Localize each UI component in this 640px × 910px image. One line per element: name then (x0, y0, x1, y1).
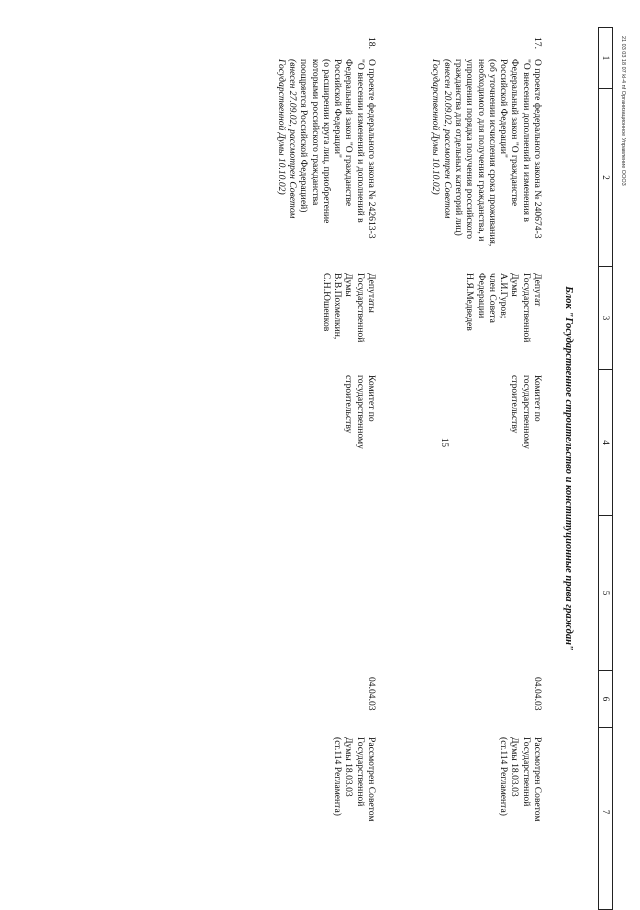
author-line: Государственной (354, 273, 366, 343)
author-line: член Совета (486, 273, 498, 323)
project-note-line: (внесен 20.09.02, рассмотрен Советом (441, 59, 453, 219)
committee (343, 375, 377, 449)
block-title: Блок "Государственное строительство и конституционные права граждан" (563, 286, 574, 651)
author-line: Думы (343, 273, 355, 297)
project-line: гражданства для отдельных категорий лиц) (452, 59, 464, 236)
author-line: Депутат (532, 273, 543, 307)
header-col-2: 2 (599, 89, 612, 267)
project-line: О проекте федерального закона № 240674-3 (532, 59, 543, 239)
project-line: "О внесении изменений и дополнений в (354, 59, 366, 223)
project-line: О проекте федерального закона № 242613-3 (366, 59, 377, 239)
project-line: упрощении порядка получения российского (464, 59, 476, 240)
column-number-header (598, 27, 613, 910)
project-line: (о расширении круга лиц, приобретение (320, 59, 332, 224)
project-note-line: (внесен 27.09.02, рассмотрен Советом (286, 59, 298, 219)
project-line: Российской Федерации" (332, 59, 344, 158)
committee-line: Комитет по (532, 375, 543, 422)
author-line: С.Н.Юшенков (320, 273, 332, 332)
project-line: Российской Федерации" (498, 59, 510, 158)
project-note-line: Государственной Думы 10.10.02) (275, 59, 287, 195)
committee-line: государственному (520, 375, 532, 449)
status-line: Государственной (520, 737, 532, 807)
author-line: Депутаты (366, 273, 377, 313)
committee-line: строительству (343, 375, 355, 434)
committee-line: Комитет по (366, 375, 377, 422)
status (498, 737, 543, 821)
author (464, 273, 543, 342)
status-line: Думы 18.03.03 (343, 737, 355, 797)
author-line: В.В.Похмелкин, (332, 273, 344, 340)
page-footer: 21 03 03 18 07 kl-4 nf Организационное Управление ООО3 (620, 36, 626, 186)
author-line: Федерации (475, 273, 487, 319)
project-line: Федеральный закон "О гражданстве (343, 59, 355, 207)
committee (509, 375, 543, 449)
status-line: Государственной (354, 737, 366, 807)
author (321, 273, 377, 342)
project-description (275, 59, 377, 239)
status-line: Думы 18.03.03 (509, 737, 521, 797)
project-note-line: Государственной Думы 10.10.02) (430, 59, 442, 195)
row-number: 17. (532, 37, 543, 49)
document-table (21, 27, 613, 910)
project-line: Федеральный закон "О гражданстве (509, 59, 521, 207)
committee-line: строительству (509, 375, 521, 434)
review-date: 04.04.03 (532, 677, 543, 711)
header-col-7: 7 (601, 809, 611, 815)
author-line: А.И.Гуров; (498, 273, 510, 319)
status-line: (ст.114 Регламента) (332, 737, 344, 816)
review-date: 04.04.03 (366, 677, 377, 711)
header-col-3: 3 (599, 267, 612, 370)
project-line: необходимого для получения гражданства, и (475, 59, 487, 242)
project-description (430, 59, 543, 246)
project-line: (об уточнении исчисления срока проживания, (486, 59, 498, 247)
status-line: (ст.114 Регламента) (498, 737, 510, 816)
status (332, 737, 377, 821)
project-line: "О внесении дополнений и изменения в (520, 59, 532, 222)
author-line: Государственной (520, 273, 532, 343)
author-line: Думы (509, 273, 521, 297)
project-line: которыми российского гражданства (309, 59, 321, 206)
header-col-4: 4 (599, 370, 612, 516)
status-line: Рассмотрен Советом (532, 737, 543, 822)
committee-line: государственному (354, 375, 366, 449)
header-col-1: 1 (599, 28, 612, 89)
header-col-6: 6 (599, 671, 612, 728)
project-line: поощряется Российской Федерацией) (298, 59, 310, 213)
page-number: 15 (440, 438, 450, 447)
header-col-5: 5 (599, 516, 612, 671)
author-line: Н.Я.Медведев (464, 273, 476, 331)
row-number: 18. (366, 37, 377, 49)
status-line: Рассмотрен Советом (366, 737, 377, 822)
